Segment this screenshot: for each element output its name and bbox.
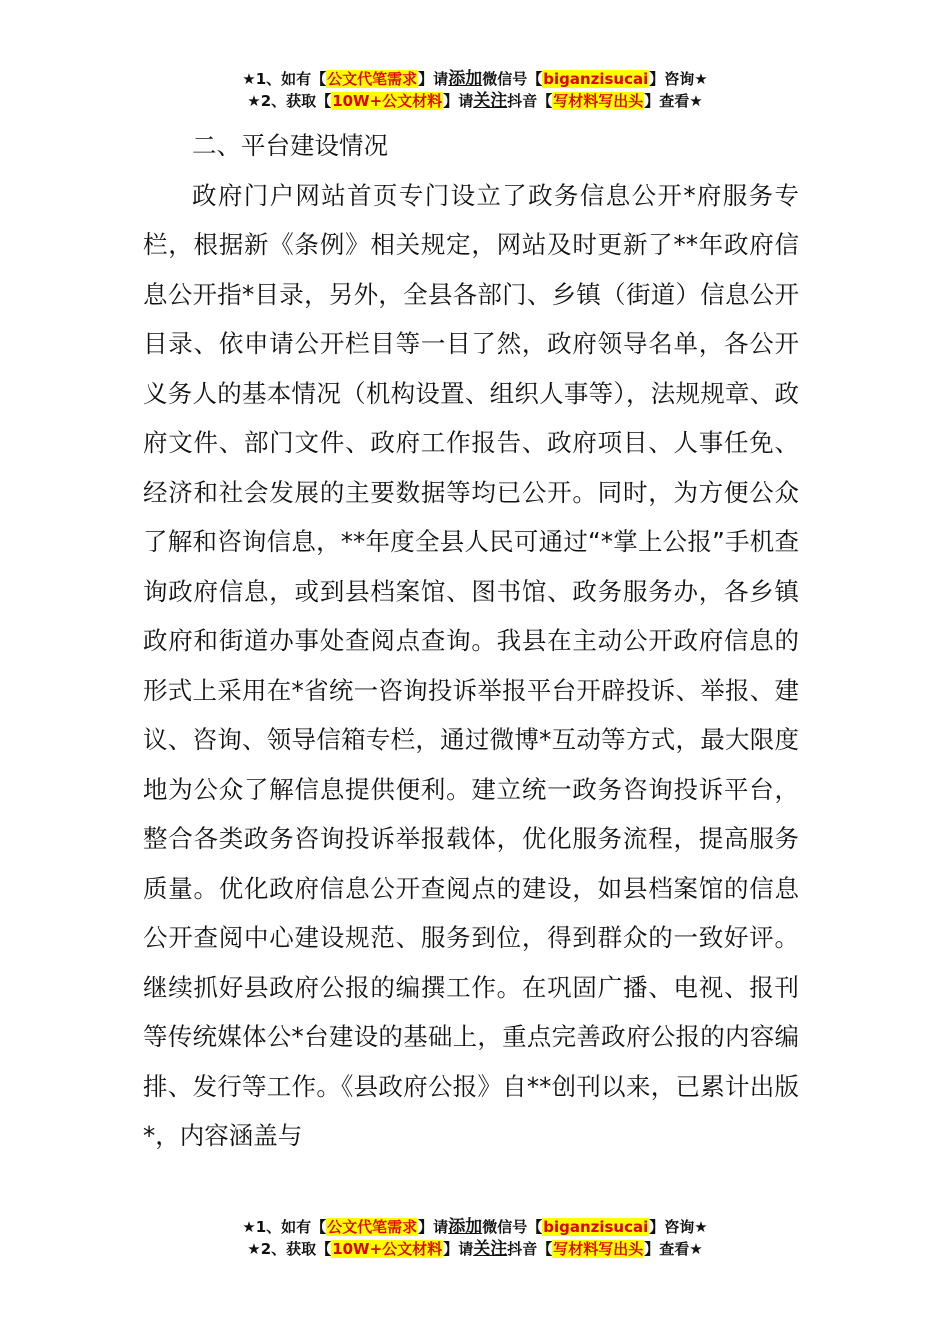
promo-text: 2、获取【 xyxy=(260,92,332,110)
star-icon: ★ xyxy=(689,92,703,110)
promo-text: 】请 xyxy=(443,1240,474,1258)
promo-text: 】查看 xyxy=(644,92,690,110)
star-icon: ★ xyxy=(247,92,261,110)
promo-text: 】咨询 xyxy=(649,1218,695,1236)
promo-emphasis-follow: 关注 xyxy=(473,1239,508,1259)
promo-text: 】查看 xyxy=(644,1240,690,1258)
promo-highlight-douyin: 写材料写出头 xyxy=(553,1240,644,1258)
promo-text: 2、获取【 xyxy=(260,1240,332,1258)
promo-highlight-service: 公文代笔需求 xyxy=(327,1218,418,1236)
promo-highlight-materials: 10W+公文材料 xyxy=(332,1240,443,1258)
header-promo xyxy=(0,68,950,112)
promo-emphasis-follow: 关注 xyxy=(473,91,508,111)
promo-emphasis-add: 添加 xyxy=(448,69,483,89)
section-heading: 二、平台建设情况 xyxy=(192,131,388,160)
promo-line-2 xyxy=(0,1238,950,1260)
promo-text: 】咨询 xyxy=(649,70,695,88)
promo-highlight-materials: 10W+公文材料 xyxy=(332,92,443,110)
promo-highlight-wechat: biganzisucai xyxy=(543,70,649,88)
document-body xyxy=(143,121,799,1161)
star-icon: ★ xyxy=(694,1218,708,1236)
promo-text: 微信号【 xyxy=(482,1218,543,1236)
promo-text: 1、如有【 xyxy=(255,70,327,88)
promo-text: 抖音【 xyxy=(507,1240,553,1258)
star-icon: ★ xyxy=(242,1218,256,1236)
body-paragraph: 政府门户网站首页专门设立了政务信息公开*府服务专栏，根据新《条例》相关规定，网站及时更新了**年政府信息公开指*目录，另外，全县各部门、乡镇（街道）信息公开目录、依申请公开栏目等一目了然，政府领导名单，各公开义务人的基本情况（机构设置、组织人事等），法规规章、政府文件、部门文件、政府工作报告、政府项目、人事任免、经济和社会发展的主要数据等均已公开。同时，为方便公众了解和咨询信息，**年度全县人民可通过“*掌上公报”手机查询政府信息，或到县档案馆、图书馆、政务服务办，各乡镇政府和街道办事处查阅点查询。我县在主动公开政府信息的形式上采用在*省统一咨询投诉举报平台开辟投诉、举报、建议、咨询、领导信箱专栏，通过微博*互动等方式，最大限度地为公众了解信息提供便利。建立统一政务咨询投诉平台，整合各类政务咨询投诉举报载体，优化服务流程，提高服务质量。优化政府信息公开查阅点的建设，如县档案馆的信息公开查阅中心建设规范、服务到位，得到群众的一致好评。继续抓好县政府公报的编撰工作。在巩固广播、电视、报刊等传统媒体公*台建设的基础上，重点完善政府公报的内容编排、发行等工作。《县政府公报》自**创刊以来，已累计出版*，内容涵盖与 xyxy=(143,180,799,1150)
star-icon: ★ xyxy=(242,70,256,88)
promo-text: 1、如有【 xyxy=(255,1218,327,1236)
promo-text: 抖音【 xyxy=(507,92,553,110)
footer-promo xyxy=(0,1216,950,1260)
promo-highlight-douyin: 写材料写出头 xyxy=(553,92,644,110)
promo-emphasis-add: 添加 xyxy=(448,1217,483,1237)
promo-line-1 xyxy=(0,1216,950,1238)
promo-text: 】请 xyxy=(443,92,474,110)
star-icon: ★ xyxy=(689,1240,703,1258)
promo-text: 】请 xyxy=(418,70,449,88)
promo-highlight-service: 公文代笔需求 xyxy=(327,70,418,88)
promo-line-2 xyxy=(0,90,950,112)
promo-text: 微信号【 xyxy=(482,70,543,88)
star-icon: ★ xyxy=(247,1240,261,1258)
promo-line-1 xyxy=(0,68,950,90)
promo-text: 】请 xyxy=(418,1218,449,1236)
promo-highlight-wechat: biganzisucai xyxy=(543,1218,649,1236)
star-icon: ★ xyxy=(694,70,708,88)
